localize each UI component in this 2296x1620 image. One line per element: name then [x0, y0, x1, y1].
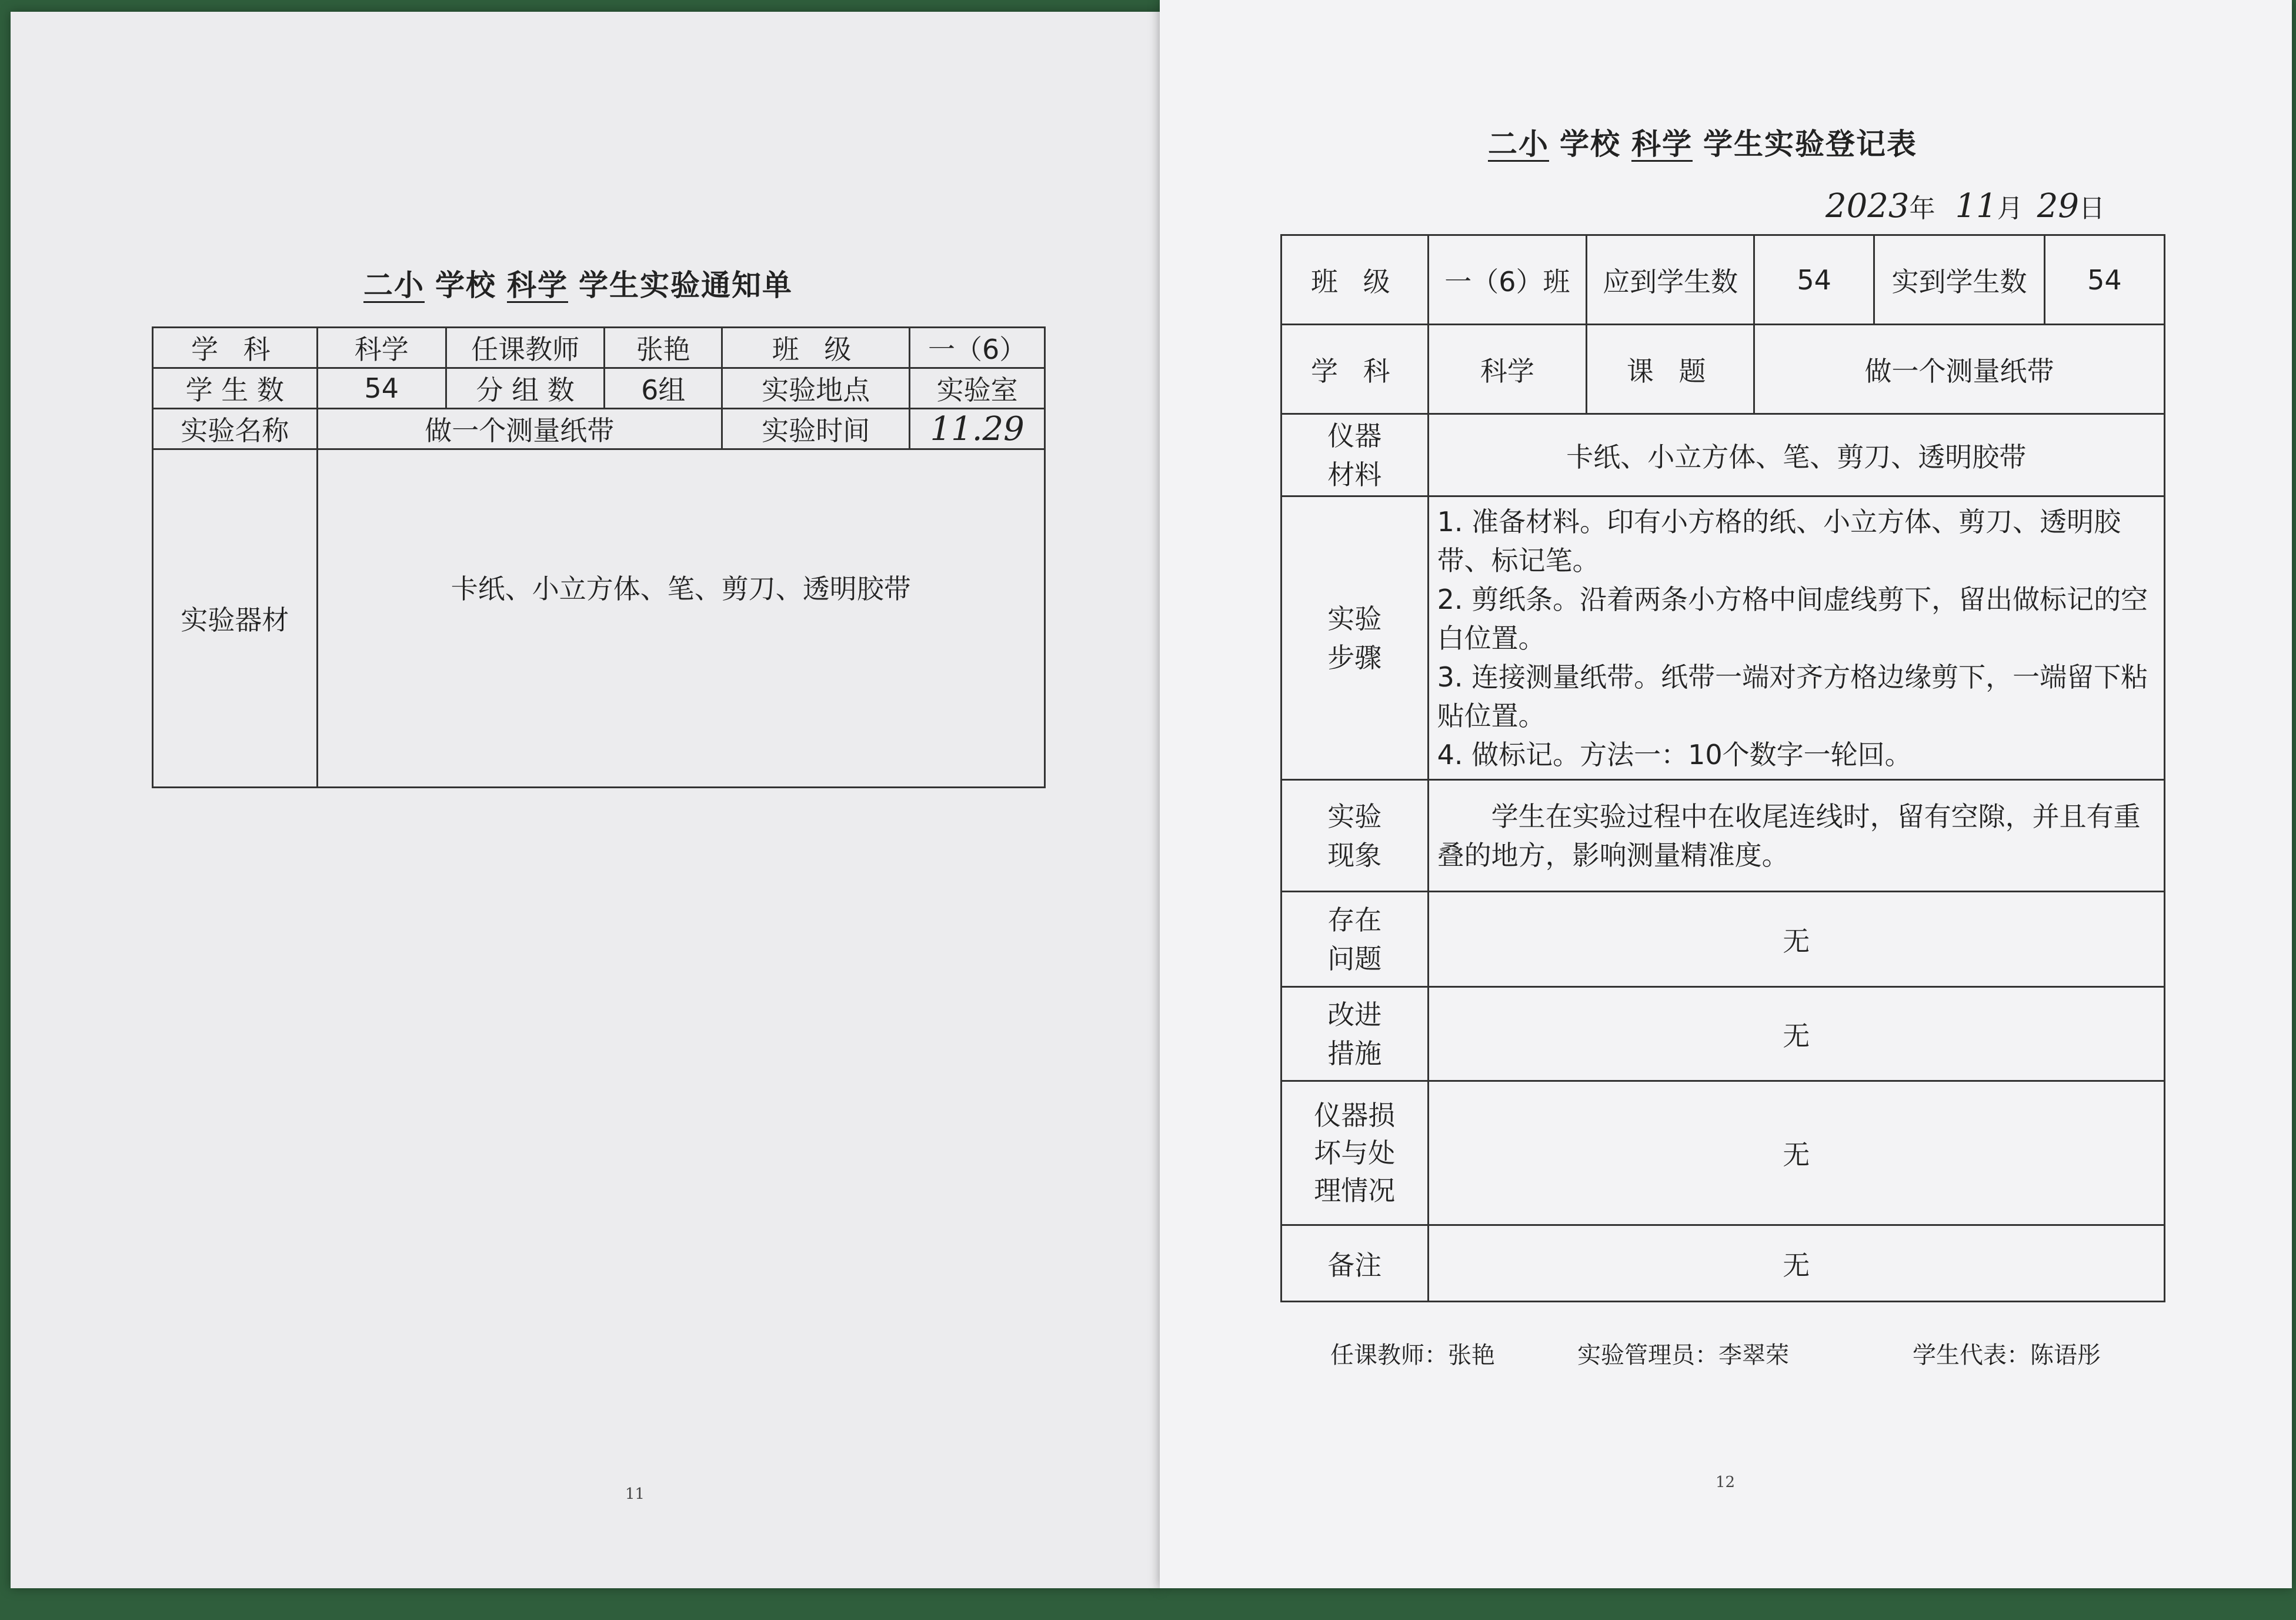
value-groups: 6组 — [605, 368, 722, 409]
right-page-number: 12 — [1716, 1474, 1736, 1491]
value-location: 实验室 — [910, 368, 1045, 409]
value-teacher: 张艳 — [605, 328, 722, 368]
step-item: 1. 准备材料。印有小方格的纸、小立方体、剪刀、透明胶带、标记笔。 — [1437, 505, 2121, 576]
left-title-subject: 科学 — [507, 268, 568, 302]
value-experiment-time: 11.29 — [910, 409, 1045, 449]
notice-table — [152, 326, 1046, 788]
right-sheet — [1160, 0, 2292, 1588]
value-subject: 科学 — [317, 328, 446, 368]
value-topic: 做一个测量纸带 — [1754, 325, 2165, 414]
label-students: 学 生 数 — [153, 368, 318, 409]
value-expected-students: 54 — [1754, 235, 1874, 325]
value-improvements: 无 — [1428, 987, 2164, 1081]
label-remark: 备注 — [1282, 1225, 1429, 1302]
label-subject: 学 科 — [1282, 325, 1429, 414]
left-sheet — [11, 12, 1160, 1588]
label-phenomenon: 实验现象 — [1282, 780, 1429, 892]
left-title-school-suffix: 学校 — [435, 268, 496, 302]
label-improvements: 改进措施 — [1282, 987, 1429, 1081]
record-date — [1826, 187, 2105, 225]
right-title-suffix: 学生实验登记表 — [1703, 127, 1917, 161]
record-table — [1280, 234, 2165, 1302]
value-experiment-name: 做一个测量纸带 — [317, 409, 722, 449]
value-class: 一（6）班 — [1428, 235, 1587, 325]
step-item: 2. 剪纸条。沿着两条小方格中间虚线剪下，留出做标记的空白位置。 — [1437, 583, 2148, 654]
label-materials: 仪器材料 — [1282, 414, 1429, 496]
label-subject: 学 科 — [153, 328, 318, 368]
step-item: 3. 连接测量纸带。纸带一端对齐方格边缘剪下，一端留下粘贴位置。 — [1437, 661, 2148, 732]
step-item: 4. 做标记。方法一：10个数字一轮回。 — [1437, 738, 1912, 771]
signature-teacher: 任课教师：张艳 — [1330, 1342, 1495, 1369]
date-month: 11 — [1955, 187, 1997, 225]
label-problems: 存在问题 — [1282, 892, 1429, 987]
right-title-subject: 科学 — [1631, 127, 1693, 161]
value-subject: 科学 — [1428, 325, 1587, 414]
value-phenomenon: 学生在实验过程中在收尾连线时，留有空隙，并且有重叠的地方，影响测量精准度。 — [1428, 780, 2164, 892]
value-damage: 无 — [1428, 1081, 2164, 1225]
label-steps: 实验步骤 — [1282, 496, 1429, 780]
label-groups: 分 组 数 — [446, 368, 605, 409]
signature-manager: 实验管理员：李翠荣 — [1577, 1342, 1789, 1369]
label-experiment-name: 实验名称 — [153, 409, 318, 449]
label-actual-students: 实到学生数 — [1874, 235, 2045, 325]
date-month-unit: 月 — [1997, 194, 2023, 224]
value-actual-students: 54 — [2044, 235, 2164, 325]
left-title — [353, 262, 793, 304]
date-year: 2023 — [1826, 187, 1910, 225]
label-experiment-time: 实验时间 — [722, 409, 909, 449]
date-year-unit: 年 — [1909, 194, 1935, 224]
left-title-school: 二小 — [363, 268, 425, 302]
right-title-school-suffix: 学校 — [1560, 127, 1621, 161]
value-class: 一（6） — [910, 328, 1045, 368]
value-equipment: 卡纸、小立方体、笔、剪刀、透明胶带 — [317, 449, 1044, 788]
label-equipment: 实验器材 — [153, 449, 318, 788]
date-day: 29 — [2037, 187, 2080, 225]
value-remark: 无 — [1428, 1225, 2164, 1302]
value-problems: 无 — [1428, 892, 2164, 987]
left-title-suffix: 学生实验通知单 — [579, 268, 793, 302]
label-topic: 课 题 — [1587, 325, 1754, 414]
label-teacher: 任课教师 — [446, 328, 605, 368]
left-page-number: 11 — [625, 1485, 645, 1503]
label-location: 实验地点 — [722, 368, 909, 409]
label-damage: 仪器损坏与处理情况 — [1282, 1081, 1429, 1225]
signature-student: 学生代表：陈语彤 — [1913, 1342, 2101, 1369]
label-class: 班 级 — [722, 328, 909, 368]
value-students: 54 — [317, 368, 446, 409]
label-expected-students: 应到学生数 — [1587, 235, 1754, 325]
steps-cell — [1428, 496, 2164, 780]
date-day-unit: 日 — [2079, 194, 2105, 224]
label-class: 班 级 — [1282, 235, 1429, 325]
right-title — [1477, 121, 1917, 163]
value-materials: 卡纸、小立方体、笔、剪刀、透明胶带 — [1428, 414, 2164, 496]
right-title-school: 二小 — [1488, 127, 1549, 161]
